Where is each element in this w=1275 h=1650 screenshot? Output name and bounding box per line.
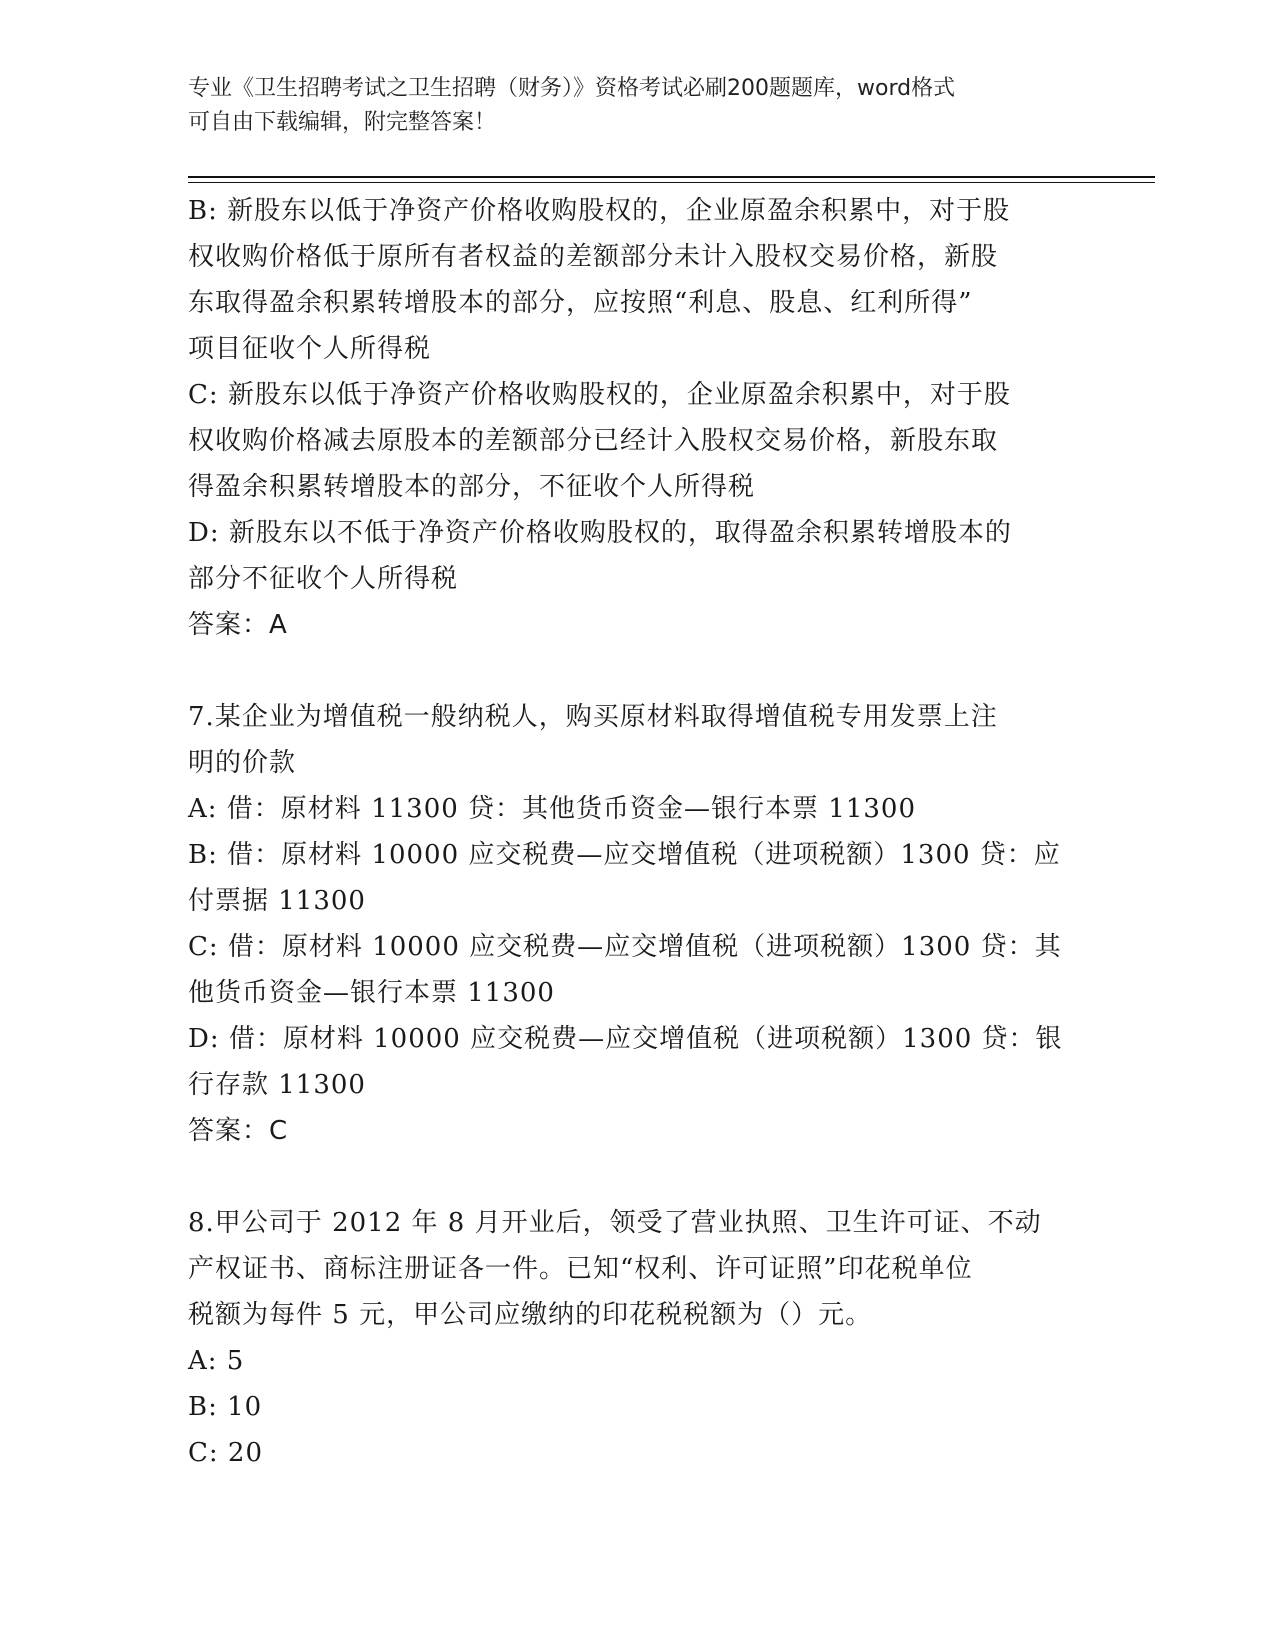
q6-option-c-line: C: 新股东以低于净资产价格收购股权的，企业原盈余积累中，对于股	[188, 380, 1011, 410]
header-divider-thin	[188, 182, 1155, 183]
q6-option-c-line: 得盈余积累转增股本的部分，不征收个人所得税	[188, 472, 756, 502]
q6-option-d	[188, 510, 1083, 602]
q7-option-b	[188, 832, 1083, 924]
q6-answer: 答案：A	[188, 610, 288, 640]
q6-option-c-line: 权收购价格减去原股本的差额部分已经计入股权交易价格，新股东取	[188, 426, 999, 456]
q7-option-c-line: C: 借：原材料 10000 应交税费—应交增值税（进项税额）1300 贷：其	[188, 932, 1062, 962]
q7-option-a	[188, 786, 1083, 832]
document-header: 专业《卫生招聘考试之卫生招聘（财务）》资格考试必刷200题题库，word格式 可自由下载编辑，附完整答案！	[188, 76, 956, 135]
q8-option-c: C: 20	[188, 1438, 264, 1468]
q8-option-a: A: 5	[188, 1346, 245, 1376]
spacer	[188, 1154, 1083, 1200]
q7-stem-line: 7.某企业为增值税一般纳税人，购买原材料取得增值税专用发票上注	[188, 702, 998, 732]
q8-option-b: B: 10	[188, 1392, 263, 1422]
q7-option-d-line: 行存款 11300	[188, 1070, 366, 1100]
q6-option-b-line: B: 新股东以低于净资产价格收购股权的，企业原盈余积累中，对于股	[188, 196, 1011, 226]
q7-option-b-line: B: 借：原材料 10000 应交税费—应交增值税（进项税额）1300 贷：应	[188, 840, 1061, 870]
q7-option-c-line: 他货币资金—银行本票 11300	[188, 978, 555, 1008]
q8-stem-line: 税额为每件 5 元，甲公司应缴纳的印花税税额为（）元。	[188, 1300, 873, 1330]
q8-stem-line: 产权证书、商标注册证各一件。已知“权利、许可证照”印花税单位	[188, 1254, 973, 1284]
spacer	[188, 648, 1083, 694]
q7-answer: 答案：C	[188, 1116, 289, 1146]
question-content	[188, 188, 1083, 1476]
q7-stem	[188, 694, 1083, 786]
q7-option-d-line: D: 借：原材料 10000 应交税费—应交增值税（进项税额）1300 贷：银	[188, 1024, 1063, 1054]
q8-stem	[188, 1200, 1083, 1338]
q6-option-b	[188, 188, 1083, 372]
q7-option-a-line: A: 借：原材料 11300 贷：其他货币资金—银行本票 11300	[188, 794, 917, 824]
q6-option-c	[188, 372, 1083, 510]
q7-option-d	[188, 1016, 1083, 1108]
q6-option-b-line: 东取得盈余积累转增股本的部分，应按照“利息、股息、红利所得”	[188, 288, 973, 318]
q8-stem-line: 8.甲公司于 2012 年 8 月开业后，领受了营业执照、卫生许可证、不动	[188, 1208, 1042, 1238]
q6-option-b-line: 权收购价格低于原所有者权益的差额部分未计入股权交易价格，新股	[188, 242, 999, 272]
q6-option-d-line: D: 新股东以不低于净资产价格收购股权的，取得盈余积累转增股本的	[188, 518, 1012, 548]
q7-stem-line: 明的价款	[188, 748, 297, 778]
q7-option-b-line: 付票据 11300	[188, 886, 366, 916]
q6-option-b-line: 项目征收个人所得税	[188, 334, 432, 364]
header-divider	[188, 176, 1155, 178]
q6-option-d-line: 部分不征收个人所得税	[188, 564, 459, 594]
q7-option-c	[188, 924, 1083, 1016]
